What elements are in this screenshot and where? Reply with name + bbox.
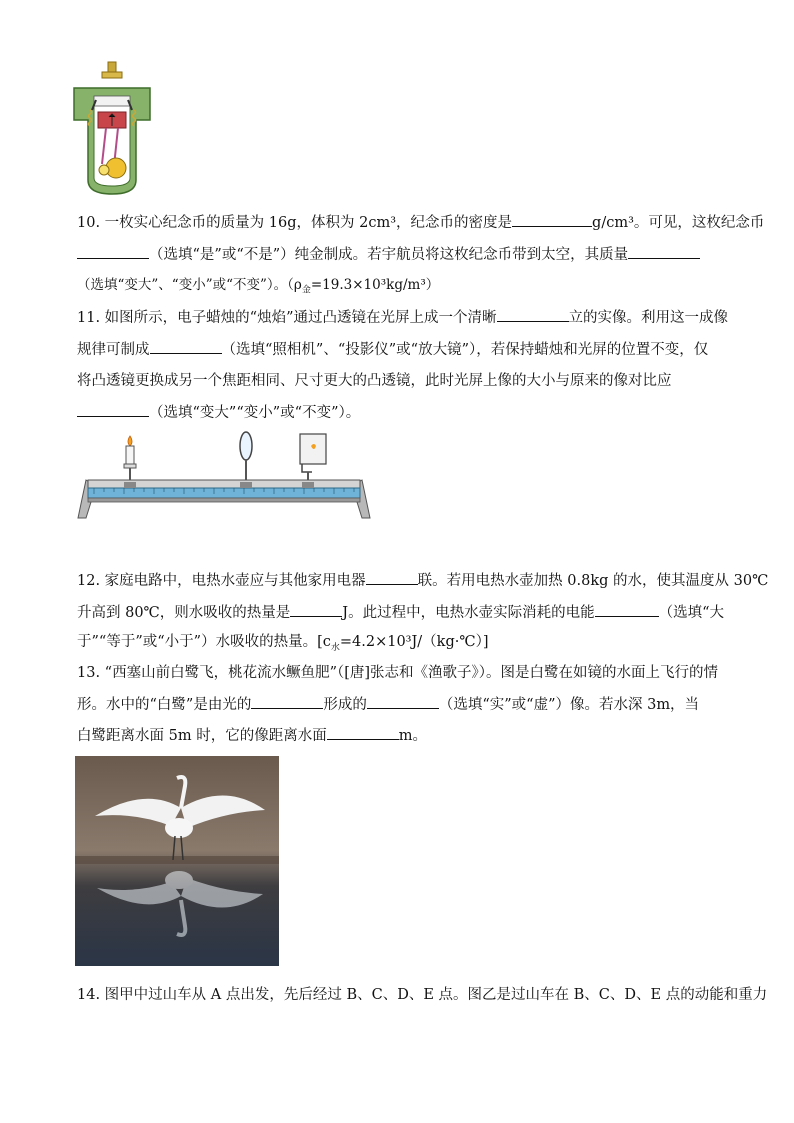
q13-text: m。 bbox=[398, 728, 427, 744]
optical-bench-figure bbox=[74, 428, 374, 524]
q13-text: 白鹭距离水面 5m 时，它的像距离水面 bbox=[77, 728, 327, 744]
q12-text: 联。若用电热水壶加热 0.8kg 的水，使其温度从 30℃ bbox=[417, 573, 769, 589]
q11-line-4 bbox=[77, 402, 360, 423]
q13-line-3 bbox=[77, 725, 427, 746]
q11-text: （选填“变大”“变小”或“不变”）。 bbox=[149, 405, 361, 421]
q12-blank-compare[interactable] bbox=[595, 602, 659, 617]
engine-cylinder-figure bbox=[72, 60, 152, 198]
q13-blank-real-virtual[interactable] bbox=[367, 694, 439, 709]
q12-text: 12. 家庭电路中，电热水壶应与其他家用电器 bbox=[77, 573, 366, 589]
q12-line-2 bbox=[77, 602, 724, 623]
q13-blank-distance[interactable] bbox=[327, 725, 399, 740]
q13-line-2 bbox=[77, 694, 699, 715]
q14-line-1 bbox=[77, 985, 767, 1005]
q10-text: （选填“变大”、“变小”或“不变”）。（ρ bbox=[77, 277, 302, 293]
q10-text: =19.3×10³kg/m³） bbox=[310, 277, 440, 293]
q11-line-2 bbox=[77, 339, 708, 360]
q11-blank-device[interactable] bbox=[150, 339, 222, 354]
q10-blank-density[interactable] bbox=[512, 212, 592, 227]
q13-blank-phenomenon[interactable] bbox=[251, 694, 323, 709]
q11-text: 规律可制成 bbox=[77, 342, 150, 358]
q10-text: （选填“是”或“不是”）纯金制成。若宇航员将这枚纪念币带到太空，其质量 bbox=[149, 247, 629, 263]
q11-text: （选填“照相机”、“投影仪”或“放大镜”），若保持蜡烛和光屏的位置不变，仅 bbox=[221, 342, 709, 358]
q12-text: =4.2×10³J/（kg·℃）] bbox=[339, 634, 489, 650]
q12-blank-connection[interactable] bbox=[366, 570, 418, 585]
q13-text: 13. “西塞山前白鹭飞，桃花流水鳜鱼肥”（[唐]张志和《渔歌子》）。图是白鹭在如镜的水面上飞行的情 bbox=[77, 665, 719, 681]
q10-line-3 bbox=[77, 275, 439, 301]
q13-line-1 bbox=[77, 663, 718, 683]
q10-line-2 bbox=[77, 244, 700, 265]
q11-line-1 bbox=[77, 307, 728, 328]
q11-line-3 bbox=[77, 371, 672, 391]
q12-text: J。此过程中，电热水壶实际消耗的电能 bbox=[342, 605, 595, 621]
q12-text: （选填“大 bbox=[658, 605, 725, 621]
q12-text: 于”“等于”或“小于”）水吸收的热量。[c bbox=[77, 634, 331, 650]
q10-subscript: 金 bbox=[301, 285, 311, 296]
q10-text: 10. 一枚实心纪念币的质量为 16g，体积为 2cm³，纪念币的密度是 bbox=[77, 215, 513, 231]
q12-line-1 bbox=[77, 570, 768, 591]
q12-subscript: 水 bbox=[330, 642, 340, 653]
q11-blank-orientation[interactable] bbox=[497, 307, 569, 322]
q13-text: （选填“实”或“虚”）像。若水深 3m，当 bbox=[438, 697, 700, 713]
q10-line-1 bbox=[77, 212, 764, 233]
q14-text: 14. 图甲中过山车从 A 点出发，先后经过 B、C、D、E 点。图乙是过山车在 B、C、D、E 点的动能和重力 bbox=[77, 987, 768, 1003]
q11-blank-image-size[interactable] bbox=[77, 402, 149, 417]
egret-reflection-photo bbox=[75, 756, 279, 966]
q12-text: 升高到 80℃，则水吸收的热量是 bbox=[77, 605, 291, 621]
q13-text: 形。水中的“白鹭”是由光的 bbox=[77, 697, 252, 713]
q11-text: 将凸透镜更换成另一个焦距相同、尺寸更大的凸透镜，此时光屏上像的大小与原来的像对比应 bbox=[77, 373, 672, 389]
q13-text: 形成的 bbox=[323, 697, 367, 713]
q11-text: 立的实像。利用这一成像 bbox=[568, 310, 728, 326]
q11-text: 11. 如图所示，电子蜡烛的“烛焰”通过凸透镜在光屏上成一个清晰 bbox=[77, 310, 497, 326]
q12-blank-heat[interactable] bbox=[290, 602, 342, 617]
q10-blank-mass[interactable] bbox=[628, 244, 700, 259]
q10-blank-is-gold[interactable] bbox=[77, 244, 149, 259]
q12-line-3 bbox=[77, 632, 488, 658]
q10-text: g/cm³。可见，这枚纪念币 bbox=[592, 215, 765, 231]
